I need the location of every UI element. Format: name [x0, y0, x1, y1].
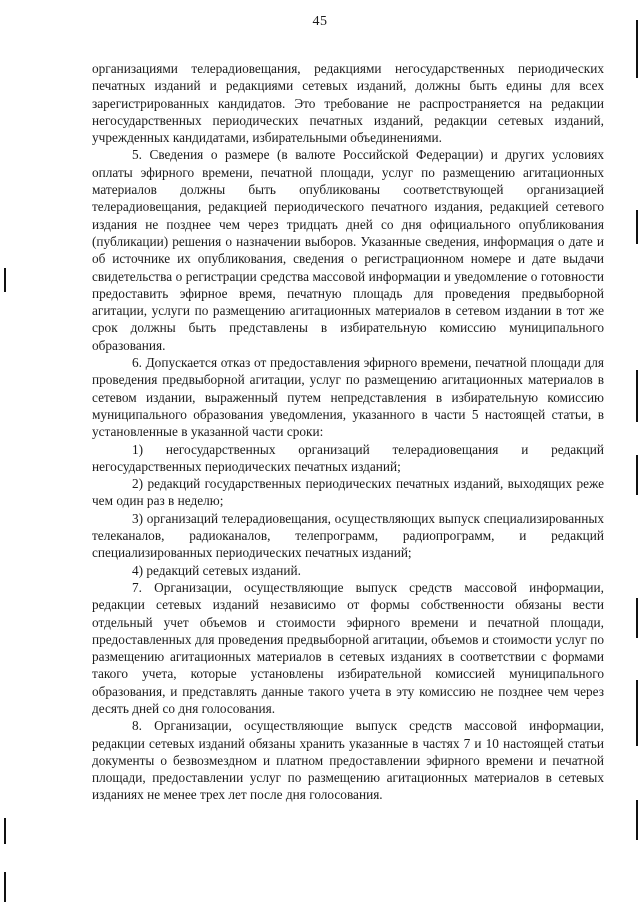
scan-artifact [636, 210, 638, 244]
page-number: 45 [312, 14, 328, 29]
scan-artifact [4, 268, 6, 292]
scan-artifact [4, 818, 6, 844]
paragraph-clause-6: 6. Допускается отказ от предоставления эфирного времени, печатной площади для проведения предвыборной агитации, услуг по размещению агитационных материалов в сетевом издании, выраженный путем непредставления в избирательную комиссию муниципального образования уведомления, указанного в части 5 настоящей статьи, в установленные в указанной части сроки: [92, 355, 604, 440]
scan-artifact [636, 680, 638, 746]
paragraph-clause-7: 7. Организации, осуществляющие выпуск средств массовой информации, редакции сетевых изданий независимо от формы собственности обязаны вести отдельный учет объемов и стоимости эфирного времени и печатной площади, предоставленных для проведения предвыборной агитации, объемов и стоимости услуг по размещению агитационных материалов в сетевых изданиях в соответствии с формами такого учета, которые установлены избирательной комиссией муниципального образования, и представлять данные такого учета в эту комиссию не позднее чем через десять дней со дня голосования. [92, 579, 604, 716]
scan-artifact [636, 455, 638, 495]
paragraph-clause-5: 5. Сведения о размере (в валюте Российской Федерации) и других условиях оплаты эфирного времени, печатной площади, услуг по размещению агитационных материалов должны быть опубликованы соответствующей организацией телерадиовещания, редакцией периодического печатного издания, редакцией сетевого издания не позднее чем через тридцать дней со дня официального опубликования (публикации) решения о назначении выборов. Указанные сведения, информация о дате и об источнике их опубликования, сведения о регистрационном номере и дате выдачи свидетельства о регистрации средства массовой информации и уведомление о готовности предоставить эфирное время, печатную площадь для проведения предвыборной агитации, услуги по размещению агитационных материалов в сетевом издании в тот же срок должны быть представлены в избирательную комиссию муниципального образования. [92, 147, 604, 353]
list-item-1: 1) негосударственных организаций телерадиовещания и редакций негосударственных периодических печатных изданий; [92, 441, 604, 474]
paragraph-continuation: организациями телерадиовещания, редакциями негосударственных периодических печатных изданий и редакциями сетевых изданий, должны быть едины для всех зарегистрированных кандидатов. Это требование не распространяется на редакции негосударственных периодических печатных изданий, редакции сетевых изданий, учрежденных кандидатами, избирательными объединениями. [92, 61, 604, 146]
scan-artifact [636, 800, 638, 840]
list-item-2: 2) редакций государственных периодических печатных изданий, выходящих реже чем один раз в неделю; [92, 476, 604, 509]
scan-artifact [4, 872, 6, 902]
scan-artifact [636, 370, 638, 422]
list-item-4: 4) редакций сетевых изданий. [132, 562, 301, 578]
scan-artifact [636, 20, 638, 78]
scan-artifact [636, 598, 638, 638]
document-body [92, 60, 604, 804]
paragraph-clause-8: 8. Организации, осуществляющие выпуск средств массовой информации, редакции сетевых изданий обязаны хранить указанные в частях 7 и 10 настоящей статьи документы о безвозмездном и платном предоставлении эфирного времени и печатной площади, предоставлении услуг по размещению агитационных материалов в сетевых изданиях не менее трех лет после дня голосования. [92, 718, 604, 803]
list-item-3: 3) организаций телерадиовещания, осуществляющих выпуск специализированных телеканалов, радиоканалов, телепрограмм, радиопрограмм, и редакций специализированных периодических печатных изданий; [92, 510, 604, 561]
